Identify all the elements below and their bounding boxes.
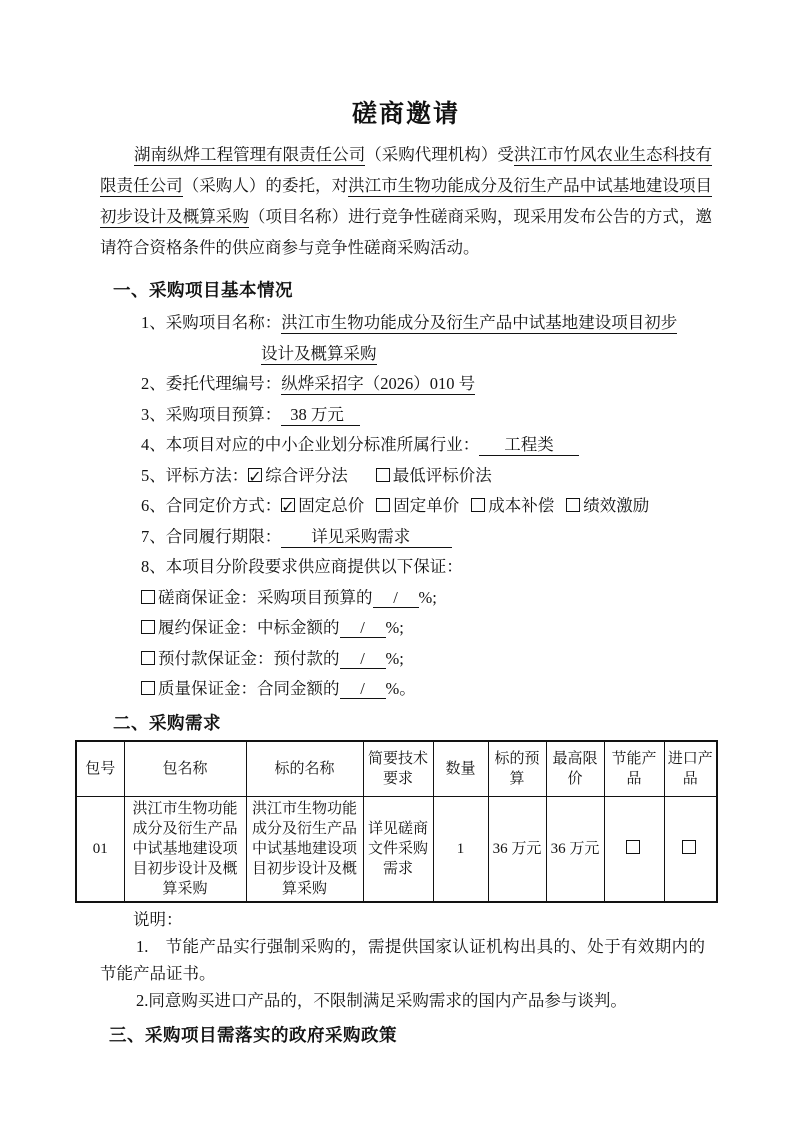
- cell-import-product: [664, 797, 717, 903]
- cell-package-no: 01: [76, 797, 124, 903]
- option-label: 固定总价: [298, 496, 365, 515]
- th-quantity: 数量: [433, 741, 488, 797]
- project-name: 洪江市生物功能成分及衍生产品中试基地建设项目初步设计及概算采购: [100, 176, 713, 226]
- option-label: 成本补偿: [488, 496, 555, 515]
- guarantee-label: 质量保证金：合同金额的: [158, 679, 340, 698]
- item-label: 2、委托代理编号：: [141, 374, 282, 393]
- option-lowest-price: [376, 466, 492, 485]
- cell-subject-budget: 36 万元: [488, 797, 546, 903]
- item-label: 1、采购项目名称：: [141, 313, 282, 332]
- notes-heading: 说明：: [133, 910, 183, 929]
- item-project-name-wrap: [261, 339, 712, 370]
- table-notes: [100, 907, 705, 1014]
- guarantee-label: 履约保证金：中标金额的: [158, 618, 340, 637]
- th-subject-budget: 标的预算: [488, 741, 546, 797]
- guarantee-suffix: %;: [385, 648, 404, 668]
- industry-category-value: 工程类: [479, 435, 579, 456]
- guarantee-performance-bond: [141, 613, 712, 644]
- option-label: 综合评分法: [265, 465, 348, 485]
- guarantee-blank: /: [340, 679, 386, 699]
- project-budget-value: 38 万元: [281, 405, 360, 426]
- agency-name: 湖南纵烨工程管理有限责任公司: [134, 145, 366, 164]
- page-title: 磋商邀请: [351, 99, 460, 128]
- guarantee-advance-payment-bond: [141, 644, 712, 675]
- checkbox-energy-saving[interactable]: [626, 840, 640, 854]
- item-contract-term: [141, 522, 712, 553]
- item-project-budget: [141, 400, 712, 431]
- th-package-no: 包号: [76, 741, 124, 797]
- option-fixed-unit-price: [376, 496, 459, 515]
- guarantee-blank: /: [340, 618, 386, 638]
- item-industry-category: [141, 430, 712, 461]
- option-label: 最低评标价法: [392, 465, 492, 485]
- guarantee-blank: /: [373, 588, 419, 608]
- option-label: 绩效激励: [583, 496, 650, 515]
- checkbox-performance-bond[interactable]: [141, 620, 155, 634]
- agency-ref-no-value: 纵烨采招字（2026）010 号: [281, 374, 476, 393]
- th-max-price: 最高限价: [546, 741, 604, 797]
- guarantee-blank: /: [340, 649, 386, 669]
- guarantee-suffix: %;: [385, 618, 404, 637]
- guarantee-negotiation-deposit: [141, 583, 712, 614]
- th-package-name: 包名称: [124, 741, 246, 797]
- checkbox-comprehensive-scoring[interactable]: [248, 468, 262, 482]
- guarantee-suffix: %;: [418, 587, 437, 607]
- intro-text: （采购代理机构）受: [365, 145, 514, 164]
- section-2-heading: 二、采购需求: [113, 713, 221, 734]
- intro-text: （采购人）的委托，对: [182, 176, 349, 195]
- checkbox-lowest-price[interactable]: [376, 468, 390, 482]
- item-project-name: [141, 308, 712, 339]
- project-name-value-line2: 设计及概算采购: [261, 343, 377, 363]
- th-tech-requirements: 简要技术要求: [363, 741, 433, 797]
- item-label: 3、采购项目预算：: [141, 404, 282, 424]
- item-label: 4、本项目对应的中小企业划分标准所属行业：: [141, 435, 480, 454]
- intro-paragraph: [100, 139, 712, 263]
- section-1-items: [141, 308, 712, 705]
- checkbox-negotiation-deposit[interactable]: [141, 590, 155, 604]
- cell-package-name: 洪江市生物功能成分及衍生产品中试基地建设项目初步设计及概算采购: [124, 797, 246, 903]
- th-subject-name: 标的名称: [246, 741, 363, 797]
- checkbox-quality-bond[interactable]: [141, 681, 155, 695]
- cell-quantity: 1: [433, 797, 488, 903]
- table-header-row: [76, 741, 717, 797]
- item-label: 5、评标方法：: [141, 465, 249, 485]
- purchaser-name: 洪江市竹风农业生态科技有限责任公司: [100, 145, 713, 195]
- item-contract-pricing: [141, 491, 712, 522]
- checkbox-fixed-unit-price[interactable]: [376, 498, 390, 512]
- intro-text: （项目名称）进行竞争性磋商采购，现采用发布公告的方式，邀请符合资格条件的供应商参与竞争性磋商采购活动。: [100, 207, 713, 257]
- guarantee-label: 磋商保证金：采购项目预算的: [158, 587, 373, 607]
- procurement-requirements-table: [75, 740, 718, 904]
- option-label: 固定单价: [393, 496, 460, 515]
- cell-tech-requirements: 详见磋商文件采购需求: [363, 797, 433, 903]
- note-import-product: 2.同意购买进口产品的，不限制满足采购需求的国内产品参与谈判。: [136, 991, 627, 1010]
- th-energy-saving-product: 节能产品: [604, 741, 664, 797]
- guarantee-label: 预付款保证金：预付款的: [158, 648, 340, 668]
- checkbox-performance-incentive[interactable]: [566, 498, 580, 512]
- checkbox-fixed-total-price[interactable]: [281, 498, 295, 512]
- item-label: 7、合同履行期限：: [141, 526, 282, 546]
- cell-subject-name: 洪江市生物功能成分及衍生产品中试基地建设项目初步设计及概算采购: [246, 797, 363, 903]
- table-row: [76, 797, 717, 903]
- th-import-product: 进口产品: [664, 741, 717, 797]
- guarantee-quality-bond: [141, 674, 712, 705]
- checkbox-import-product[interactable]: [682, 840, 696, 854]
- item-guarantee-intro: [141, 552, 712, 583]
- project-name-value-line1: 洪江市生物功能成分及衍生产品中试基地建设项目初步: [281, 313, 678, 332]
- item-label: 8、本项目分阶段要求供应商提供以下保证：: [141, 557, 463, 576]
- section-1-heading: 一、采购项目基本情况: [113, 281, 293, 301]
- item-label: 6、合同定价方式：: [141, 496, 282, 515]
- item-agency-ref-no: [141, 369, 712, 400]
- checkbox-cost-compensation[interactable]: [471, 498, 485, 512]
- checkbox-advance-payment-bond[interactable]: [141, 651, 155, 665]
- section-3-heading: 三、采购项目需落实的政府采购政策: [109, 1026, 397, 1046]
- note-energy-saving: 1. 节能产品实行强制采购的，需提供国家认证机构出具的、处于有效期内的节能产品证书。: [100, 937, 705, 983]
- cell-energy-saving: [604, 797, 664, 903]
- option-comprehensive-scoring: [248, 466, 348, 485]
- guarantee-suffix: %。: [385, 679, 416, 698]
- option-fixed-total-price: [281, 496, 364, 515]
- cell-max-price: 36 万元: [546, 797, 604, 903]
- item-evaluation-method: [141, 461, 712, 492]
- option-performance-incentive: [566, 496, 649, 515]
- option-cost-compensation: [471, 496, 554, 515]
- contract-term-value: 详见采购需求: [281, 527, 452, 548]
